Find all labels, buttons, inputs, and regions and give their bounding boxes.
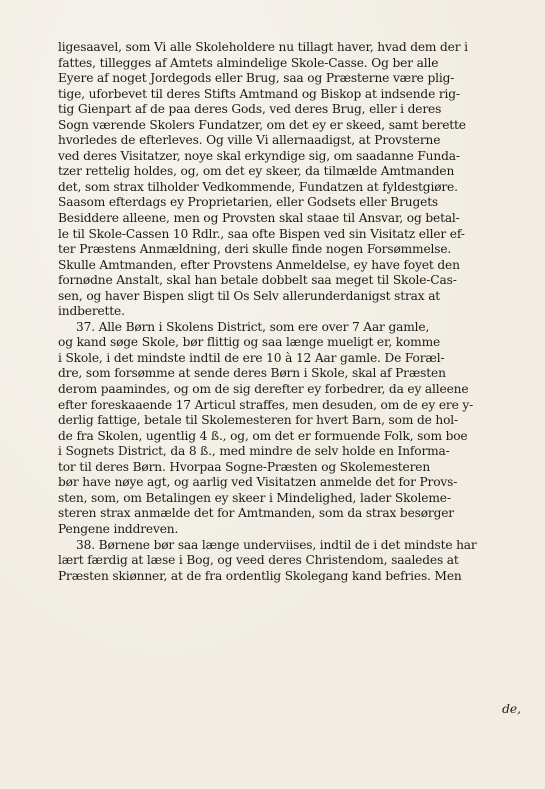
text-line: dre, som forsømme at sende deres Børn i Skole, skal af Præsten <box>58 366 446 381</box>
text-line: det, som strax tilholder Vedkommende, Fundatzen at fyldestgiøre. <box>58 179 458 194</box>
text-line: Pengene inddreven. <box>58 521 179 536</box>
text-line: de fra Skolen, ugentlig 4 ß., og, om det er formuende Folk, som boe <box>58 428 468 443</box>
text-line: Præsten skiønner, at de fra ordentlig Skolegang kand befries. Men <box>58 568 462 583</box>
catchword: de, <box>502 702 521 716</box>
text-line: tige, uforbevet til deres Stifts Amtmand og Biskop at indsende rig- <box>58 86 460 101</box>
text-line: derom paamindes, og om de sig derefter ey forbedrer, da ey alleene <box>58 382 469 397</box>
text-line: fornødne Anstalt, skal han betale dobbelt saa meget til Skole-Cas- <box>58 273 457 288</box>
text-line: Eyere af noget Jordegods eller Brug, saa og Præsterne være plig- <box>58 71 455 86</box>
text-line: hvorledes de efterleves. Og ville Vi allernaadigst, at Provsterne <box>58 133 441 148</box>
text-line: indberette. <box>58 304 125 319</box>
text-line: Skulle Amtmanden, efter Provstens Anmeldelse, ey have foyet den <box>58 257 460 272</box>
article-37-start: 37. Alle Børn i Skolens District, som ere over 7 Aar gamle, <box>76 319 430 334</box>
text-line: le til Skole-Cassen 10 Rdlr., saa ofte Bispen ved sin Visitatz eller ef- <box>58 226 465 241</box>
text-line: og kand søge Skole, bør flittig og saa længe mueligt er, komme <box>58 335 441 350</box>
text-line: derlig fattige, betale til Skolemesteren for hvert Barn, som de hol- <box>58 413 459 428</box>
text-line: sten, som, om Betalingen ey skeer i Mindelighed, lader Skoleme- <box>58 490 451 505</box>
text-line: ter Præstens Anmældning, deri skulle finde nogen Forsømmelse. <box>58 242 452 257</box>
text-line: tig Gienpart af de paa deres Gods, ved deres Brug, eller i deres <box>58 102 442 117</box>
text-line: ligesaavel, som Vi alle Skoleholdere nu tillagt haver, hvad dem der i <box>58 40 468 54</box>
text-line: fattes, tillegges af Amtets almindelige Skole-Casse. Og ber alle <box>58 55 439 70</box>
text-line: efter foreskaaende 17 Articul straffes, men desuden, om de ey ere y- <box>58 397 474 412</box>
text-line: tor til deres Børn. Hvorpaa Sogne-Præsten og Skolemesteren <box>58 459 431 474</box>
text-line: i Skole, i det mindste indtil de ere 10 à 12 Aar gamle. De Foræl- <box>58 350 445 365</box>
text-line: ved deres Visitatzer, noye skal erkyndige sig, om saadanne Funda- <box>58 148 460 163</box>
article-38-start: 38. Børnene bør saa længe underviises, indtil de i det mindste har <box>76 537 477 552</box>
text-line: Sogn værende Skolers Fundatzer, om det ey er skeed, samt berette <box>58 117 466 132</box>
text-line: lært færdig at læse i Bog, og veed deres Christendom, saaledes at <box>58 553 459 568</box>
body-text <box>58 40 523 584</box>
text-line: bør have nøye agt, og aarlig ved Visitatzen anmelde det for Provs- <box>58 475 458 490</box>
text-line: steren strax anmælde det for Amtmanden, som da strax besørger <box>58 506 454 521</box>
text-line: i Sognets District, da 8 ß., med mindre de selv holde en Informa- <box>58 444 450 459</box>
text-line: Saasom efterdags ey Proprietarien, eller Godsets eller Brugets <box>58 195 439 210</box>
text-line: sen, og haver Bispen sligt til Os Selv allerunderdanigst strax at <box>58 288 441 303</box>
text-line: tzer rettelig holdes, og, om det ey skeer, da tilmælde Amtmanden <box>58 164 455 179</box>
text-line: Besiddere alleene, men og Provsten skal staae til Ansvar, og betal- <box>58 211 460 226</box>
